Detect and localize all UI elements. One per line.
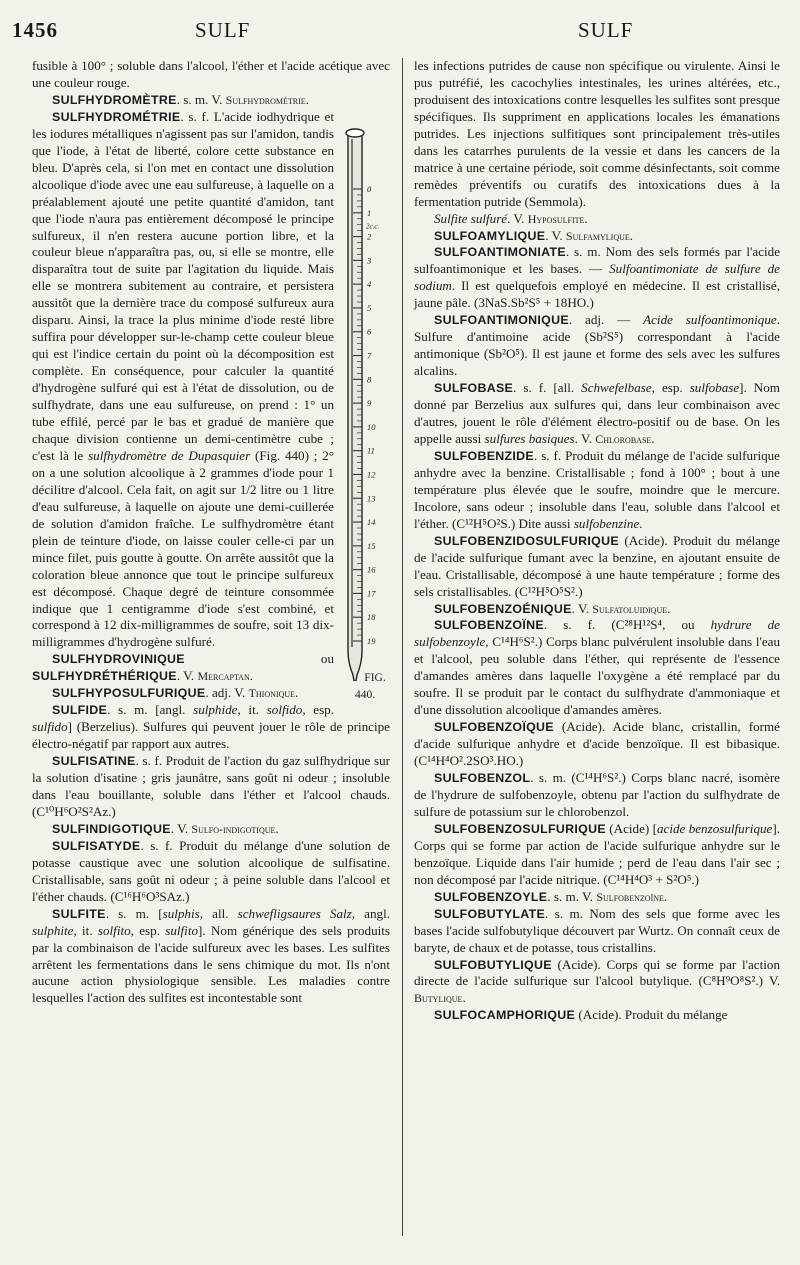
headword: SULFOANTIMONIATE	[434, 245, 566, 260]
entry-text: . V.	[574, 430, 596, 446]
continued-entry	[32, 58, 390, 92]
cross-reference: Sulfamylique	[565, 228, 630, 243]
graduation-label: 1	[367, 207, 372, 218]
entry-text: , esp.	[302, 702, 335, 718]
entry-text: . s. m. V.	[547, 888, 597, 904]
headword: SULFISATINE	[52, 754, 136, 769]
entry-text: (Acide). Acide blanc, cristallin, formé d'acide sulfurique anhydre et d'acide benzoïque. Il est bibasique. (C¹⁴H⁴O².2SO³.HO.)	[414, 719, 780, 769]
graduation-label: 12	[367, 469, 376, 480]
entry-text: . Il est quelquefois employé en médecine. Il est cristallisé, jaune pâle. (3NaS.Sb²S⁵ + 18HO.)	[414, 278, 780, 311]
headword: SULFIDE	[52, 703, 108, 718]
dictionary-entry	[32, 753, 390, 821]
column-divider	[402, 58, 403, 1236]
right-running-word: SULF	[578, 18, 634, 42]
left-running-word: SULF	[195, 18, 251, 42]
headword: SULFOBENZIDE	[434, 448, 534, 463]
cross-reference: Sulfobenzoïne	[596, 889, 664, 904]
entry-text: .	[667, 600, 671, 616]
dictionary-entry	[414, 448, 780, 533]
graduation-label: 10	[367, 421, 376, 432]
dictionary-entry	[32, 906, 390, 1008]
figure-caption: FIG. 440.	[354, 671, 386, 701]
entry-text: . Sulfure d'antimoine acide (Sb²S⁵) correspondant à l'acide antimonique (Sb²O⁵). Il est jaune et forme des sels avec les sulfures alcalins.	[414, 312, 780, 379]
dictionary-entry	[32, 702, 390, 753]
graduation-label: 14	[367, 516, 376, 527]
italic-text: sulphis	[162, 905, 200, 921]
italic-text: sulphide	[193, 702, 238, 718]
headword: SULFOBENZOÏNE	[434, 618, 544, 633]
graduation-label: 6	[367, 326, 372, 337]
entry-text: . V.	[176, 668, 198, 684]
right-column	[414, 58, 780, 1024]
entry-text: . s. f. L'acide iodhydrique et les iodures métalliques n'agissent pas sur l'amidon, tandis que l'iode, à l'état de liberté, colore cette substance en bleu. D'après cela, si l'on met en contact une dissolution alcoolique d'iode avec une eau sulfureuse, à laquelle on a préalablement ajouté une petite quantité d'amidon, tant que l'iode n'aura pas entièrement décomposé le principe sulfureux, il n'en restera aucune portion libre, et la couleur bleue n'apparaîtra pas, ou, si elle se montre, elle disparaîtra tout de suite par l'agitation du liquide. Mais elle se montrera subitement au contraire, et persistera aussitôt que la dernière trace du composé sulfureux aura disparu. Ainsi, la trace la plus minime d'iode resté libre suffira pour développer sur-le-champ cette couleur bleue qui est l'indice certain du point où la décomposition est complète. En conséquence, pour calculer la quantité d'hydrogène sulfuré qui est à l'état de dissolution, ou de sulfhydrate, dans une eau sulfureuse, on prend : 1° un tube effilé, percé par le bas et gradué de manière que chaque division contienne un demi-centimètre cube ; c'est là le	[32, 108, 334, 463]
italic-text: sulfures basiques	[484, 430, 575, 446]
italic-text: Schwefelbase	[581, 380, 652, 396]
italic-text: hydrure de sulfobenzoyle	[414, 617, 780, 650]
cross-reference: Mercaptan	[197, 669, 250, 684]
tube-body	[348, 133, 362, 681]
entry-text: , esp.	[651, 380, 690, 396]
entry-text: ]. Nom générique des sels produits par la combinaison de l'acide sulfureux avec les bases. Les sulfites arrêtent les fermentations dans le sens chimique du mot. Ils n'ont aucune action physiologique sensible. Les maladies contre lesquelles l'action des sulfites est incontestable sont	[32, 922, 390, 1006]
headword: SULFINDIGOTIQUE	[52, 821, 171, 836]
entry-text: .	[295, 685, 299, 701]
cross-reference: Sulfatoluidique	[592, 601, 668, 616]
entry-text: . V.	[545, 227, 566, 243]
entry-text: . s. m. [angl.	[107, 702, 194, 718]
entry-text: . adj. —	[568, 312, 644, 328]
dictionary-entry	[414, 211, 780, 228]
entry-text: . s. m. V.	[176, 91, 226, 107]
italic-text: solfito	[97, 922, 131, 938]
entry-text: . s. f. Produit de l'action du gaz sulfhydrique sur la solution d'isatine ; gris jaunâtre, sans goût ni odeur ; insoluble dans l'eau bouillante, soluble dans l'éther et l'alcool chauds. (C¹⁰H⁶O²S²Az.)	[32, 753, 390, 819]
entry-text: , all.	[199, 905, 238, 921]
graduation-label: 13	[367, 493, 376, 504]
headword: SULFHYDRÉTHÉRIQUE	[32, 669, 177, 684]
entry-text: . s. m. [	[105, 905, 163, 921]
headword: SULFOBENZIDOSULFURIQUE	[434, 533, 619, 548]
graduated-tube-drawing	[340, 109, 390, 681]
headword: SULFISATYDE	[52, 838, 141, 853]
entry-text: fusible à 100° ; soluble dans l'alcool, l'éther et l'acide acétique avec une couleur rouge.	[32, 58, 390, 90]
italic-text: acide benzosulfurique	[656, 820, 773, 836]
italic-text: Acide sulfoantimonique	[643, 312, 777, 328]
entry-text: . s. f. Produit du mélange d'une solution de potasse caustique avec une solution alcoolique de sulfisatine. Cristallisable, sans goût ni odeur ; à peine soluble dans l'alcool et l'éther chauds. (C¹⁶H⁶O³SAz.)	[32, 837, 390, 904]
entry-text: ]. Corps qui se forme par action de l'acide sulfurique anhydre sur le benzoïque. Liquide dans l'air humide ; perd de l'eau dans l'air sec ; non décomposé par l'acide nitrique. (C¹⁴H⁴O³ + S²O⁵.)	[414, 820, 780, 887]
entry-text: . V.	[571, 600, 593, 616]
dictionary-entry	[414, 312, 780, 380]
dictionary-entry	[414, 601, 780, 618]
headword: SULFHYDROVINIQUE	[52, 652, 185, 667]
entry-text: (Acide). Produit du mélange	[575, 1007, 728, 1023]
entry-text: . V.	[170, 820, 192, 836]
entry-text: (Acide) [	[605, 820, 657, 836]
italic-text: sulfido	[32, 719, 68, 735]
headword: SULFOBUTYLIQUE	[434, 957, 552, 972]
graduation-label: 16	[367, 564, 376, 575]
dictionary-entry	[414, 1007, 780, 1024]
italic-text: schwefligsaures Salz	[237, 905, 352, 921]
tube-rim	[346, 129, 364, 137]
headword: SULFHYDROMÈTRE	[52, 92, 177, 107]
cross-reference: Sulfo-indigotique	[191, 821, 276, 836]
left-column	[32, 58, 390, 1007]
dictionary-entry	[414, 770, 780, 821]
entry-text: (Acide). Produit du mélange de l'acide sulfurique fumant avec la benzine, en ajoutant ensuite de l'eau. Cristallisable, décomposé à une haute température ; forme des sels cristallisables. (C¹²H⁵O⁵S².)	[414, 532, 780, 599]
entry-text: . s. m. Nom des sels que forme avec les bases l'acide sulfobutylique découvert par Wurtz. On connaît ceux de baryte, de chaux et de potasse, tous cristallins.	[414, 905, 780, 955]
entry-text: , esp.	[130, 922, 166, 938]
headword: SULFITE	[52, 906, 106, 921]
cross-reference: Thionique	[248, 686, 296, 701]
entry-text: ] (Berzelius). Sulfures qui peuvent jouer le rôle de principe électro-négatif par rapport aux autres.	[32, 719, 390, 752]
entry-text: . s. f. [all.	[513, 380, 582, 396]
graduation-label: 2	[367, 231, 372, 242]
italic-text: solfido	[266, 702, 303, 718]
dictionary-entry	[414, 380, 780, 448]
running-header	[0, 16, 800, 46]
headword: SULFOAMYLIQUE	[434, 228, 546, 243]
dictionary-entry	[414, 906, 780, 957]
entry-text: les infections putrides de cause non spécifique ou virulente. Ainsi le pus putréfié, les cacochylies intestinales, les urines altérées, etc., produisent des intoxications contre lesquelles les sulfites sont presque spécifiques. Ils suppriment en applications locales les émanations putrides. Les injections sulfitiques sont principalement très-utiles dans les catarrhes purulents de la vessie et dans les cancers de la matrice à une certaine période, soit comme désinfectants, soit comme remèdes préventifs ou curatifs des intoxications dues à la fermentation putride (Semmola).	[414, 58, 780, 209]
dictionary-entry	[414, 889, 780, 906]
headword: SULFOBENZOYLE	[434, 889, 548, 904]
dictionary-entry	[414, 533, 780, 601]
graduation-label: 4	[367, 279, 372, 290]
entry-text: . s. m. (C¹⁴H⁶S².) Corps blanc nacré, isomère de l'hydrure de sulfobenzoyle, obtenu par l'action du sulfhydrate de sulfure de potassium sur le chlorobenzol.	[414, 770, 780, 819]
dictionary-entry	[414, 719, 780, 770]
graduation-label: 7	[367, 350, 372, 361]
headword: SULFOBENZOSULFURIQUE	[434, 821, 606, 836]
graduation-label: 15	[367, 540, 376, 551]
graduation-label: 3	[367, 255, 372, 266]
entry-text: .	[305, 91, 309, 107]
italic-text: sulfobase	[689, 380, 740, 396]
headword: SULFOANTIMONIQUE	[434, 313, 569, 328]
entry-text: ou	[184, 651, 334, 667]
entry-text: .	[629, 227, 634, 243]
entry-text: .	[663, 888, 668, 904]
italic-text: Sulfite sulfuré	[434, 210, 508, 226]
dictionary-entry	[414, 617, 780, 719]
entry-text: . s. f. (C²⁸H¹²S⁴, ou	[543, 617, 711, 633]
entry-text: , it.	[73, 922, 98, 938]
volume-label: 2c.c.	[366, 222, 380, 231]
headword: SULFOBUTYLATE	[434, 906, 546, 921]
dictionary-entry	[32, 838, 390, 906]
dictionary-entry	[414, 821, 780, 889]
entry-text: . s. f. Produit du mélange de l'acide sulfurique anhydre avec la benzine. Cristallisable ; fond à 100° ; bout à une température plus élevée que le soufre, moindre que le mercure. Incolore, sans odeur ; insoluble dans l'eau, soluble dans l'alcool et l'éther. (C¹²H⁵O²S.) Dite aussi	[414, 447, 780, 531]
headword: SULFOBENZOÏQUE	[434, 720, 554, 735]
page-number: 1456	[12, 18, 58, 42]
graduation-label: 8	[367, 374, 372, 385]
graduation-label: 11	[367, 445, 375, 456]
cross-reference: Sulfhydrométrie	[225, 92, 306, 107]
entry-text: , angl.	[351, 905, 390, 921]
entry-text: , it.	[237, 702, 267, 718]
dictionary-entry	[414, 228, 780, 245]
continued-entry	[414, 58, 780, 211]
italic-text: sulfhydromètre de Dupasquier	[88, 447, 251, 463]
italic-text: sulphite	[32, 922, 74, 938]
headword: SULFOBENZOL	[434, 771, 531, 786]
italic-text: sulfito	[165, 922, 199, 938]
entry-text: .	[462, 990, 466, 1006]
entry-text: (Acide). Corps qui se forme par l'action directe de l'acide sulfurique sur l'alcool butylique. (C⁸H⁹O⁸S².) V.	[414, 956, 780, 989]
graduation-label: 9	[367, 397, 372, 408]
entry-text: .	[249, 668, 254, 684]
cross-reference: Hyposulfite	[527, 211, 585, 226]
entry-text: .	[275, 820, 279, 836]
graduation-label: 17	[367, 588, 376, 599]
headword: SULFHYDROMÉTRIE	[52, 109, 181, 124]
italic-text: Sulfoantimoniate de sulfure de sodium	[414, 261, 780, 294]
graduation-label: 0	[367, 183, 372, 194]
headword: SULFHYPOSULFURIQUE	[52, 686, 206, 701]
dictionary-entry	[32, 821, 390, 838]
entry-text: . adj. V.	[205, 685, 249, 701]
entry-text: , C¹⁴H⁶S².) Corps blanc pulvérulent insoluble dans l'eau et l'alcool, peu soluble dans l'éther, qui représente de l'essence d'amandes amères dans laquelle l'oxygène a été remplacé par du soufre. Il se produit par le contact du sulfhydrate d'ammoniaque et d'une dissolution alcoolique d'amandes amères.	[414, 634, 780, 718]
dictionary-entry	[414, 244, 780, 312]
dictionary-entry	[414, 957, 780, 1008]
dictionary-entry	[32, 92, 390, 109]
headword: SULFOCAMPHORIQUE	[434, 1008, 576, 1023]
headword: SULFOBASE	[434, 381, 514, 396]
headword: SULFOBENZOÉNIQUE	[434, 601, 572, 616]
entry-text: .	[584, 210, 588, 226]
entry-text: (Fig. 440) ; 2° on a une solution alcoolique à 2 grammes d'iode pour 1 décilitre d'alcool. Cela fait, on agit sur 1/2 litre ou 1 litre d'eau sulfureuse, à laquelle on ajoute une demi-cuillerée de solution d'amidon fraîche. Le sulfhydromètre étant plein de teinture d'iode, on laisse couler celle-ci par un mince filet, puis goutte à goutte. On arrête aussitôt que la coloration bleue annonce que tout le principe sulfureux est décomposé. Chaque degré de teinture consommée indique que 1 centigramme d'iode s'est combiné, et correspond à 12 dix-milligrammes de soufre, soit 13 dix-milligrammes d'hydrogène sulfuré.	[32, 447, 335, 650]
entry-text: ]. Nom donné par Berzelius aux sulfures qui, dans leur combinaison avec d'autres, jouent le rôle d'élément électro-positif ou de base. On les appelle aussi	[414, 380, 780, 446]
graduation-label: 19	[367, 635, 376, 646]
graduation-label: 5	[367, 302, 372, 313]
entry-text: . V.	[507, 210, 528, 226]
cross-reference: Butylique	[414, 991, 463, 1006]
cross-reference: Chlorobase	[595, 431, 652, 446]
entry-text: . s. m. Nom des sels formés par l'acide sulfoantimonique et les bases. —	[414, 244, 780, 277]
italic-text: sulfobenzine	[573, 515, 640, 531]
entry-text: .	[651, 430, 655, 446]
graduation-label: 18	[367, 612, 376, 623]
entry-text: .	[639, 515, 643, 531]
sulfhydrometer-figure	[340, 109, 390, 704]
